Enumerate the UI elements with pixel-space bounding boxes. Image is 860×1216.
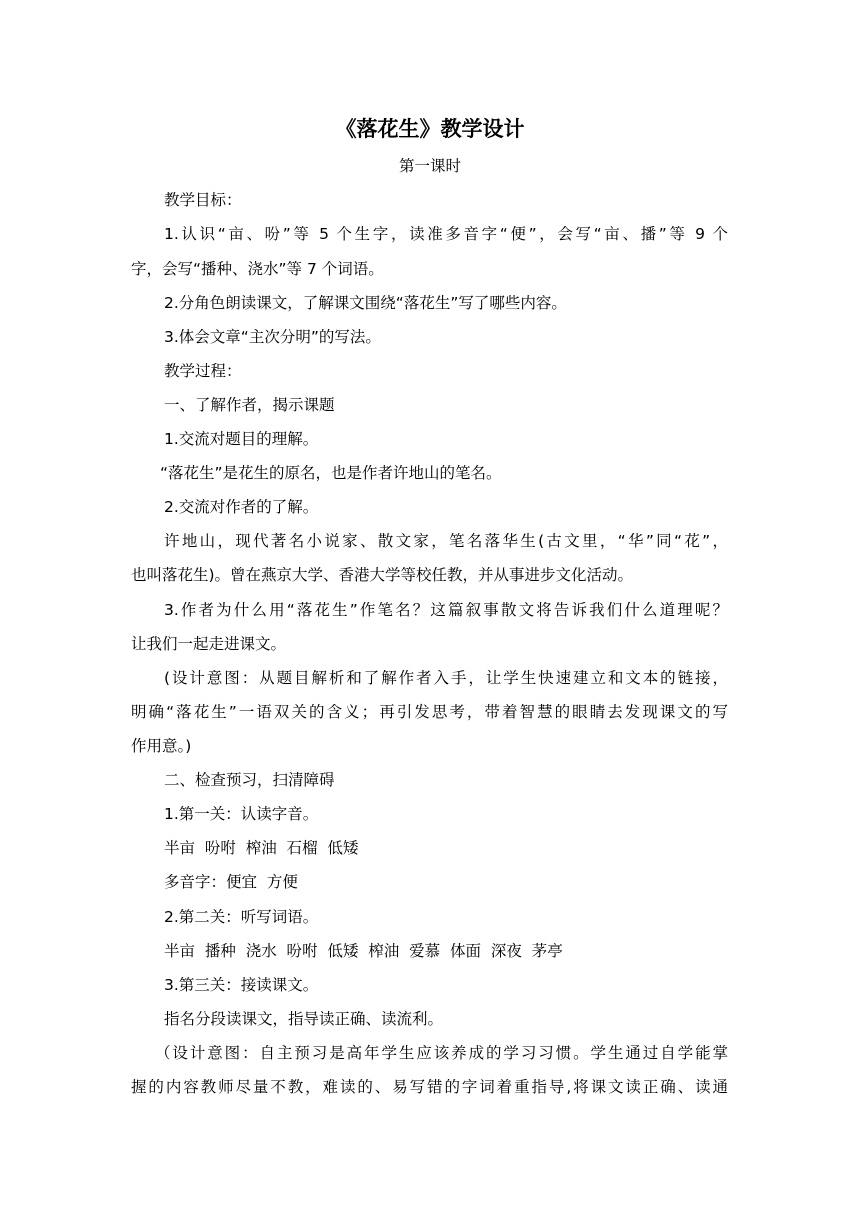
paragraph-line: 2.第二关：听写词语。 xyxy=(164,908,319,926)
paragraph-line: 让我们一起走进课文。 xyxy=(131,635,287,653)
paragraph-line: 2.分角色朗读课文，了解课文围绕“落花生”写了哪些内容。 xyxy=(164,294,567,312)
document-title: 《落花生》教学设计 xyxy=(335,117,525,141)
section-heading-objectives: 教学目标： xyxy=(164,191,242,209)
paragraph-line: 字，会写“播种、浇水”等 7 个词语。 xyxy=(131,260,384,278)
paragraph-line: 3.体会文章“主次分明”的写法。 xyxy=(164,328,381,346)
design-note-line: 明确“落花生”一语双关的含义；再引发思考，带着智慧的眼睛去发现课文的写 xyxy=(131,703,728,721)
paragraph-line: 1.交流对题目的理解。 xyxy=(164,430,319,448)
paragraph-line: 许地山，现代著名小说家、散文家，笔名落华生(古文里，“华”同“花”， xyxy=(164,532,728,550)
word-list: 多音字：便宜 方便 xyxy=(164,873,298,891)
design-note-line: 作用意。) xyxy=(131,737,192,755)
section-heading-process: 教学过程： xyxy=(164,362,242,380)
design-note-line: （设计意图：自主预习是高年学生应该养成的学习习惯。学生通过自学能掌 xyxy=(155,1044,728,1062)
word-list: 半亩 吩咐 榨油 石榴 低矮 xyxy=(164,839,359,857)
paragraph-line: 1.认识“亩、吩”等 5 个生字，读准多音字“便”，会写“亩、播”等 9 个 xyxy=(164,225,728,243)
design-note-line: 握的内容教师尽量不教，难读的、易写错的字词着重指导,将课文读正确、读通 xyxy=(131,1078,728,1096)
paragraph-line: 指名分段读课文，指导读正确、读流利。 xyxy=(164,1010,444,1028)
step-heading: 一、了解作者，揭示课题 xyxy=(164,396,335,414)
paragraph-line: “落花生”是花生的原名，也是作者许地山的笔名。 xyxy=(160,464,502,482)
lesson-subtitle: 第一课时 xyxy=(398,157,461,175)
paragraph-line: 1.第一关：认读字音。 xyxy=(164,805,319,823)
paragraph-line: 3.第三关：接读课文。 xyxy=(164,976,319,994)
step-heading: 二、检查预习，扫清障碍 xyxy=(164,771,335,789)
word-list: 半亩 播种 浇水 吩咐 低矮 榨油 爱慕 体面 深夜 茅亭 xyxy=(164,942,563,960)
design-note-line: (设计意图：从题目解析和了解作者入手，让学生快速建立和文本的链接， xyxy=(164,669,728,687)
paragraph-line: 也叫落花生)。曾在燕京大学、香港大学等校任教，并从事进步文化活动。 xyxy=(131,566,634,584)
paragraph-line: 3.作者为什么用“落花生”作笔名？这篇叙事散文将告诉我们什么道理呢？ xyxy=(164,601,728,619)
paragraph-line: 2.交流对作者的了解。 xyxy=(164,498,319,516)
